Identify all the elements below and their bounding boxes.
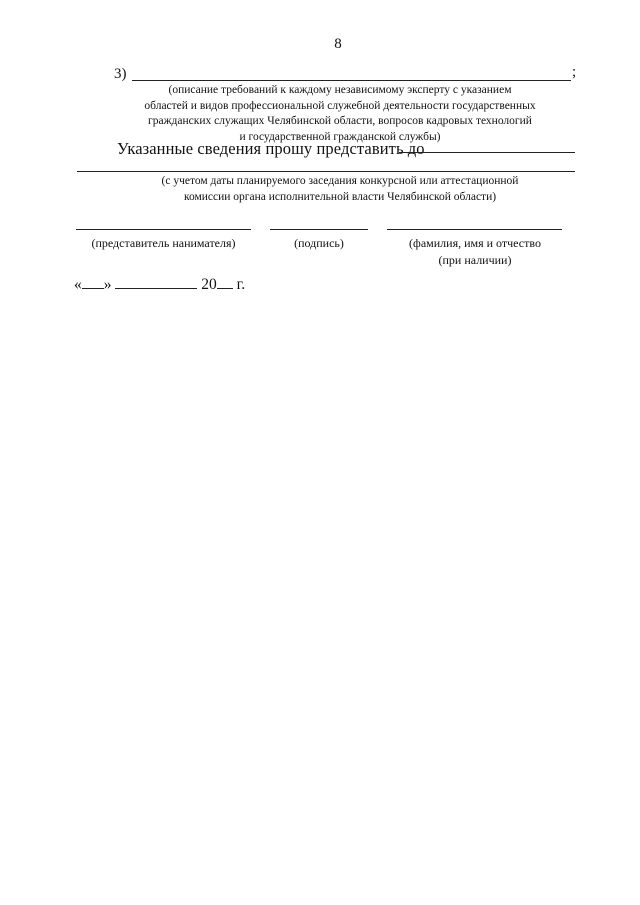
fullname-line[interactable] — [387, 229, 562, 230]
item3-caption-line: (описание требований к каждому независимому эксперту с указанием — [168, 84, 512, 96]
open-quote: « — [74, 276, 82, 293]
close-quote: » — [103, 276, 112, 293]
fullname-caption-line: (при наличии) — [438, 253, 512, 267]
item3-caption — [110, 83, 570, 145]
month-blank[interactable] — [115, 275, 197, 289]
request-text: Указанные сведения прошу представить до — [117, 139, 425, 158]
signature-line[interactable] — [270, 229, 368, 230]
year-prefix: 20 — [201, 276, 217, 293]
fullname-caption-line: (фамилия, имя и отчество — [409, 236, 541, 250]
request-caption-line: (с учетом даты планируемого заседания конкурсной или аттестационной — [161, 175, 519, 187]
representative-line[interactable] — [76, 229, 251, 230]
signature-caption: (подпись) — [294, 236, 344, 250]
request-full-line[interactable] — [77, 171, 575, 172]
representative-caption: (представитель нанимателя) — [91, 236, 236, 250]
item3-caption-line: и государственной гражданской службы) — [239, 130, 441, 143]
item3-caption-line: областей и видов профессиональной служебной деятельности государственных — [144, 99, 536, 112]
page-number: 8 — [334, 36, 342, 52]
fullname-caption — [385, 235, 565, 269]
day-blank[interactable] — [82, 275, 104, 289]
date-line — [74, 275, 245, 294]
year-blank[interactable] — [217, 275, 233, 289]
request-caption — [110, 174, 570, 205]
item3-fill-line[interactable] — [132, 80, 571, 81]
year-suffix: г. — [236, 276, 246, 293]
item-number: 3) — [114, 66, 127, 82]
request-caption-line: комиссии органа исполнительной власти Челябинской области) — [183, 190, 497, 203]
request-date-line[interactable] — [399, 152, 575, 153]
item3-caption-line: гражданских служащих Челябинской области, вопросов кадровых технологий — [148, 115, 532, 127]
item3-end-mark: ; — [572, 64, 577, 80]
